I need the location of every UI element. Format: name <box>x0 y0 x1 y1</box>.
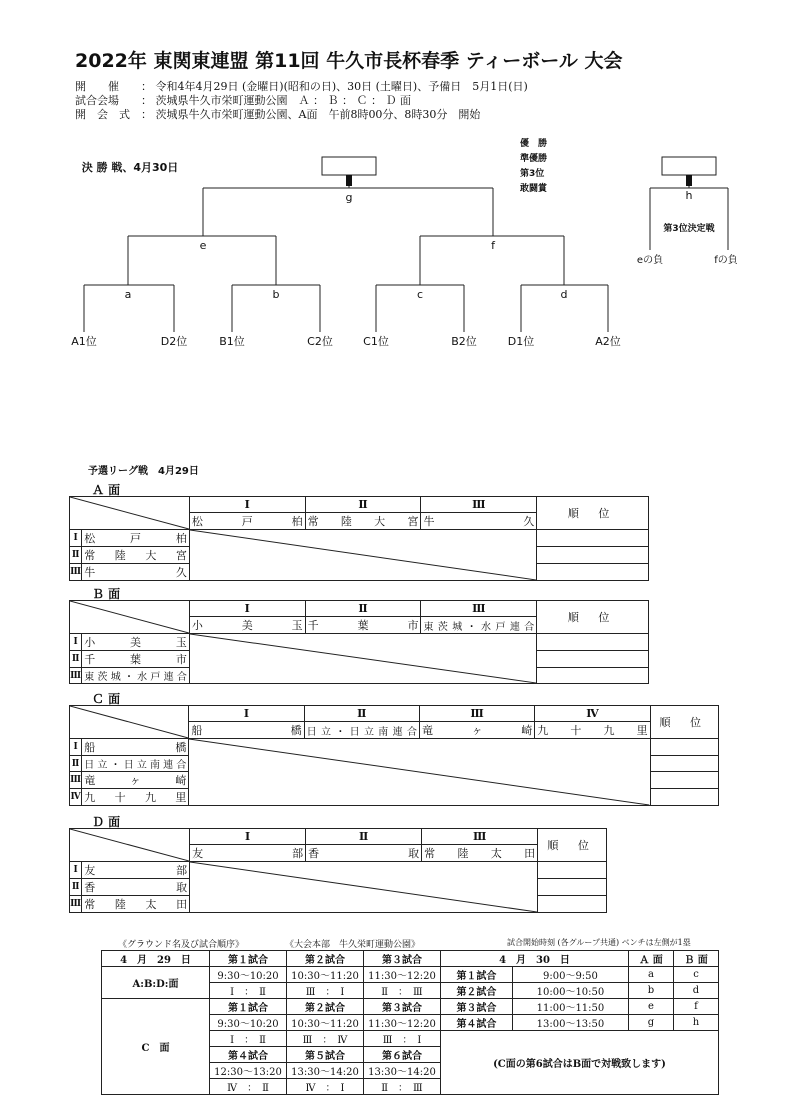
final-winner-box <box>322 157 376 175</box>
note-hq: 《大会本部 牛久栄町運動公園》 <box>285 940 421 950</box>
page-title: 2022年 東関東連盟 第11回 牛久市長杯春季 ティーボール 大会 <box>75 50 623 72</box>
col-team-2: 常 陸 大 宮 <box>305 513 421 530</box>
table-row: Ⅲ 東茨城・水戸連合 <box>70 668 649 684</box>
award-winner: 優 勝 <box>520 139 548 149</box>
day1-label: 4 月 29 日 <box>102 951 210 967</box>
abd-label: A:B:D:面 <box>102 967 210 999</box>
table-row: Ⅰ 友 部 <box>70 862 607 879</box>
award-fighting-spirit: 敢闘賞 <box>520 184 548 194</box>
note-grounds: 《グラウンド名及び試合順序》 <box>118 940 245 950</box>
team-slot-5: C1位 <box>363 335 389 348</box>
group-a-label: Ａ 面 <box>92 483 121 497</box>
third-team-1: eの負 <box>636 255 664 266</box>
col-team-1: 松 戸 柏 <box>189 513 305 530</box>
third-team-2: fの負 <box>714 255 738 266</box>
bracket-caption: 決 勝 戦、4月30日 <box>81 161 179 174</box>
group-c-table: Ⅰ Ⅱ Ⅲ Ⅳ 順 位 船 橋 日立・日立南連合 竜 ヶ 崎 九 十 九 里 Ⅰ 船 橋 Ⅱ 日立・日立南連合 Ⅲ 竜 ヶ 崎 Ⅳ 九 十 九 里 <box>69 705 719 806</box>
node-d: d <box>560 288 568 301</box>
node-c: c <box>416 288 424 301</box>
info-ceremony: 開 会 式 ： 茨城県牛久市栄町運動公園、A面 午前8時00分、8時30分 開始 <box>75 108 481 121</box>
table-row: Ⅱ 千 葉 市 <box>70 651 649 668</box>
rank-head: 順 位 <box>537 497 649 530</box>
third-place-caption: 第3位決定戦 <box>663 224 715 234</box>
team-slot-4: C2位 <box>307 335 333 348</box>
col-team-3: 牛 久 <box>421 513 537 530</box>
col-head-3: Ⅲ <box>421 497 537 513</box>
table-row: Ⅳ 九 十 九 里 <box>70 789 719 806</box>
node-b: b <box>272 288 280 301</box>
info-venue: 試合会場 ： 茨城県牛久市栄町運動公園 Ａ ： Ｂ ： Ｃ ： Ｄ 面 <box>75 94 411 107</box>
table-row: Ⅱ 日立・日立南連合 <box>70 756 719 772</box>
tournament-bracket <box>0 0 800 360</box>
table-row: Ⅲ 牛 久 <box>70 564 649 581</box>
group-b-label: Ｂ 面 <box>92 587 121 601</box>
node-f: f <box>491 239 495 252</box>
league-caption: 予選リーグ戦 4月29日 <box>88 466 199 477</box>
team-slot-7: D1位 <box>507 335 535 348</box>
table-row: Ⅱ 香 取 <box>70 879 607 896</box>
node-g: g <box>345 191 353 204</box>
table-row: Ⅰ 船 橋 <box>70 739 719 756</box>
table-row: Ⅱ 常 陸 大 宮 <box>70 547 649 564</box>
team-slot-1: A1位 <box>71 335 97 348</box>
group-c-label: Ｃ 面 <box>92 692 121 706</box>
award-third: 第3位 <box>520 169 545 179</box>
award-runner-up: 準優勝 <box>520 154 548 164</box>
group-d-label: Ｄ 面 <box>92 815 121 829</box>
team-slot-8: A2位 <box>595 335 621 348</box>
col-head-1: Ⅰ <box>189 497 305 513</box>
group-b-table: Ⅰ Ⅱ Ⅲ 順 位 小 美 玉 千 葉 市 東茨城・水戸連合 Ⅰ 小 美 玉 Ⅱ 千 葉 市 Ⅲ 東茨城・水戸連合 <box>69 600 649 684</box>
col-head-2: Ⅱ <box>305 497 421 513</box>
table-row: Ⅲ 竜 ヶ 崎 <box>70 772 719 789</box>
table-row: Ⅰ 小 美 玉 <box>70 634 649 651</box>
node-h: h <box>685 189 693 202</box>
node-a: a <box>124 288 132 301</box>
schedule-table: 4 月 29 日 第１試合 第２試合 第３試合 4 月 30 日 Ａ 面 Ｂ 面 A:B:D:面 9:30〜10:20 10:30〜11:20 11:30〜12:20 第１試合 9:00〜9:50 a c Ⅰ ： Ⅱ Ⅲ ： Ⅰ Ⅱ ： Ⅲ 第２試合 10:00〜10:50 b d C 面 第１試合 第２試合 第３試合 第３試合 11:00〜11:50 e f 9:30〜10:20 10:30〜11:20 11:30〜12:20 第４試合 13:00〜13:50 g h Ⅰ ： Ⅱ Ⅲ ： Ⅳ Ⅲ ： Ⅰ (C面の第6試合はB面で対戦致します) 第４試合 第５試合 第６試合 12:30〜13:20 13:30〜14:20 13:30〜14:20 Ⅳ ： Ⅱ Ⅳ ： Ⅰ Ⅱ ： Ⅲ <box>101 950 719 1095</box>
third-winner-box <box>662 157 716 175</box>
schedule-note: (C面の第6試合はB面で対戦致します) <box>441 1031 719 1095</box>
team-slot-2: D2位 <box>160 335 188 348</box>
group-d-table: Ⅰ Ⅱ Ⅲ 順 位 友 部 香 取 常 陸 太 田 Ⅰ 友 部 Ⅱ 香 取 Ⅲ 常 陸 太 田 <box>69 828 607 913</box>
group-a-table <box>69 496 649 581</box>
c-label: C 面 <box>102 999 210 1095</box>
day2-label: 4 月 30 日 <box>441 951 629 967</box>
note-start-time: 試合開始時刻 (各グループ共通) ベンチは左側が1塁 <box>507 938 691 947</box>
table-row: Ⅲ 常 陸 太 田 <box>70 896 607 913</box>
table-row: Ⅰ 松 戸 柏 <box>70 530 649 547</box>
corner-cell <box>70 497 190 530</box>
team-slot-3: B1位 <box>219 335 245 348</box>
team-slot-6: B2位 <box>451 335 477 348</box>
node-e: e <box>199 239 207 252</box>
info-dates: 開 催 ： 令和4年4月29日 (金曜日)(昭和の日)、30日 (土曜日)、予備日 5月1日(日) <box>75 80 528 93</box>
